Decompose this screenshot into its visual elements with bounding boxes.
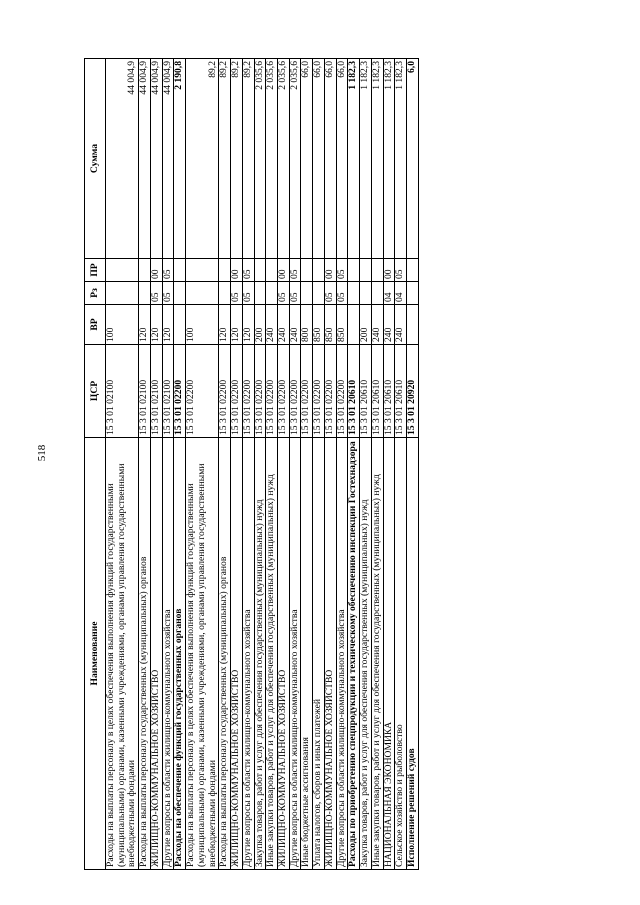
cell-csr: 15 3 01 02200 bbox=[242, 345, 254, 438]
cell-name: Другие вопросы в области жилищно-коммунального хозяйства bbox=[336, 438, 348, 870]
cell-vr: 100 bbox=[186, 305, 219, 345]
cell-sum: 44 004,9 bbox=[106, 59, 139, 259]
table-row bbox=[407, 59, 419, 870]
cell-csr: 15 3 01 20610 bbox=[395, 345, 407, 438]
table-row bbox=[219, 59, 231, 870]
cell-vr: 120 bbox=[231, 305, 243, 345]
cell-sum: 89,2 bbox=[242, 59, 254, 259]
cell-name: Другие вопросы в области жилищно-коммунального хозяйства bbox=[162, 438, 174, 870]
page-number: 518 bbox=[36, 444, 48, 462]
table-row bbox=[371, 59, 383, 870]
cell-csr: 15 3 01 02200 bbox=[301, 345, 313, 438]
cell-vr: 120 bbox=[242, 305, 254, 345]
cell-vr: 850 bbox=[313, 305, 325, 345]
cell-sum: 6,0 bbox=[407, 59, 419, 259]
table-row bbox=[278, 59, 290, 870]
cell-vr: 800 bbox=[301, 305, 313, 345]
rotated-page-content bbox=[84, 59, 559, 870]
cell-sum: 2 035,6 bbox=[289, 59, 301, 259]
cell-name: Расходы по приобретению спецпродукции и техническому обеспечению инспекции Гостехнадзора bbox=[348, 438, 360, 870]
cell-sum: 44 004,9 bbox=[139, 59, 151, 259]
cell-pr: 05 bbox=[289, 259, 301, 282]
cell-name: ЖИЛИЩНО-КОММУНАЛЬНОЕ ХОЗЯЙСТВО bbox=[324, 438, 336, 870]
cell-sum: 2 035,6 bbox=[278, 59, 290, 259]
header-name: Наименование bbox=[85, 438, 106, 870]
cell-vr: 240 bbox=[266, 305, 278, 345]
table-row bbox=[301, 59, 313, 870]
table-body bbox=[106, 59, 419, 870]
cell-rz: 05 bbox=[242, 282, 254, 305]
cell-sum: 1 182,3 bbox=[348, 59, 360, 259]
cell-sum: 1 182,3 bbox=[371, 59, 383, 259]
table-row bbox=[313, 59, 325, 870]
cell-rz bbox=[313, 282, 325, 305]
cell-name: Расходы на обеспечение функций государственных органов bbox=[174, 438, 186, 870]
cell-sum: 2 035,6 bbox=[254, 59, 266, 259]
cell-rz bbox=[371, 282, 383, 305]
table-row bbox=[324, 59, 336, 870]
cell-sum: 66,0 bbox=[336, 59, 348, 259]
cell-rz: 05 bbox=[231, 282, 243, 305]
table-row bbox=[162, 59, 174, 870]
table-row bbox=[360, 59, 372, 870]
cell-sum: 89,2 bbox=[231, 59, 243, 259]
cell-pr bbox=[186, 259, 219, 282]
table-header-row bbox=[85, 59, 106, 870]
cell-rz bbox=[266, 282, 278, 305]
cell-rz: 05 bbox=[336, 282, 348, 305]
table-row bbox=[266, 59, 278, 870]
cell-csr: 15 3 01 02200 bbox=[254, 345, 266, 438]
cell-rz bbox=[348, 282, 360, 305]
cell-csr: 15 3 01 02200 bbox=[324, 345, 336, 438]
cell-sum: 66,0 bbox=[324, 59, 336, 259]
cell-vr: 240 bbox=[278, 305, 290, 345]
cell-csr: 15 3 01 20610 bbox=[360, 345, 372, 438]
cell-vr: 100 bbox=[106, 305, 139, 345]
cell-vr: 120 bbox=[162, 305, 174, 345]
cell-name: Расходы на выплаты персоналу государственных (муниципальных) органов bbox=[219, 438, 231, 870]
cell-csr: 15 3 01 02200 bbox=[231, 345, 243, 438]
cell-rz bbox=[139, 282, 151, 305]
cell-vr: 120 bbox=[150, 305, 162, 345]
header-sum: Сумма bbox=[85, 59, 106, 259]
cell-vr: 240 bbox=[289, 305, 301, 345]
cell-sum: 44 004,9 bbox=[150, 59, 162, 259]
cell-rz: 05 bbox=[324, 282, 336, 305]
cell-name: Другие вопросы в области жилищно-коммунального хозяйства bbox=[242, 438, 254, 870]
cell-pr: 05 bbox=[242, 259, 254, 282]
cell-pr: 05 bbox=[336, 259, 348, 282]
cell-name: Исполнение решений судов bbox=[407, 438, 419, 870]
cell-pr bbox=[407, 259, 419, 282]
cell-rz: 05 bbox=[278, 282, 290, 305]
cell-csr: 15 3 01 20610 bbox=[383, 345, 395, 438]
cell-pr: 00 bbox=[278, 259, 290, 282]
cell-rz bbox=[219, 282, 231, 305]
cell-rz: 05 bbox=[162, 282, 174, 305]
table-row bbox=[289, 59, 301, 870]
cell-csr: 15 3 01 20610 bbox=[371, 345, 383, 438]
cell-pr bbox=[254, 259, 266, 282]
cell-pr bbox=[360, 259, 372, 282]
cell-pr bbox=[301, 259, 313, 282]
cell-name: ЖИЛИЩНО-КОММУНАЛЬНОЕ ХОЗЯЙСТВО bbox=[150, 438, 162, 870]
header-vr: ВР bbox=[85, 305, 106, 345]
cell-name: Закупка товаров, работ и услуг для обеспечения государственных (муниципальных) нужд bbox=[360, 438, 372, 870]
cell-csr: 15 3 01 20920 bbox=[407, 345, 419, 438]
cell-rz: 05 bbox=[150, 282, 162, 305]
table-row bbox=[186, 59, 219, 870]
table-row bbox=[231, 59, 243, 870]
cell-vr: 120 bbox=[139, 305, 151, 345]
cell-name: Иные закупки товаров, работ и услуг для обеспечения государственных (муниципальных) нужд bbox=[371, 438, 383, 870]
table-row bbox=[395, 59, 407, 870]
cell-sum: 66,0 bbox=[313, 59, 325, 259]
cell-rz bbox=[254, 282, 266, 305]
cell-vr: 200 bbox=[360, 305, 372, 345]
cell-pr: 05 bbox=[395, 259, 407, 282]
cell-csr: 15 3 01 02100 bbox=[106, 345, 139, 438]
table-row bbox=[254, 59, 266, 870]
cell-rz: 04 bbox=[383, 282, 395, 305]
cell-csr: 15 3 01 02200 bbox=[313, 345, 325, 438]
table-row bbox=[348, 59, 360, 870]
cell-sum: 89,2 bbox=[219, 59, 231, 259]
table-row bbox=[139, 59, 151, 870]
cell-sum: 44 004,9 bbox=[162, 59, 174, 259]
cell-name: Расходы на выплаты персоналу в целях обеспечения выполнения функций государственными (муниципальными) органами, казенными учреждениями, органами управления государственными внебюджетными фондами bbox=[106, 438, 139, 870]
cell-csr: 15 3 01 02100 bbox=[150, 345, 162, 438]
cell-pr bbox=[371, 259, 383, 282]
cell-sum: 1 182,3 bbox=[395, 59, 407, 259]
cell-pr: 05 bbox=[162, 259, 174, 282]
cell-sum: 2 035,6 bbox=[266, 59, 278, 259]
cell-sum: 89,2 bbox=[186, 59, 219, 259]
table-row bbox=[336, 59, 348, 870]
cell-sum: 2 190,8 bbox=[174, 59, 186, 259]
table-row bbox=[174, 59, 186, 870]
cell-name: НАЦИОНАЛЬНАЯ ЭКОНОМИКА bbox=[383, 438, 395, 870]
table-row bbox=[106, 59, 139, 870]
cell-pr bbox=[219, 259, 231, 282]
cell-vr bbox=[174, 305, 186, 345]
cell-name: Расходы на выплаты персоналу государственных (муниципальных) органов bbox=[139, 438, 151, 870]
cell-vr bbox=[348, 305, 360, 345]
cell-name: Сельское хозяйство и рыболовство bbox=[395, 438, 407, 870]
cell-name: ЖИЛИЩНО-КОММУНАЛЬНОЕ ХОЗЯЙСТВО bbox=[278, 438, 290, 870]
cell-pr bbox=[348, 259, 360, 282]
cell-name: Другие вопросы в области жилищно-коммунального хозяйства bbox=[289, 438, 301, 870]
cell-rz bbox=[174, 282, 186, 305]
cell-rz bbox=[106, 282, 139, 305]
budget-table bbox=[84, 58, 419, 870]
cell-rz bbox=[186, 282, 219, 305]
cell-vr: 850 bbox=[336, 305, 348, 345]
cell-csr: 15 3 01 02200 bbox=[278, 345, 290, 438]
cell-name: Иные бюджетные ассигнования bbox=[301, 438, 313, 870]
cell-pr: 00 bbox=[231, 259, 243, 282]
cell-pr: 00 bbox=[324, 259, 336, 282]
cell-name: ЖИЛИЩНО-КОММУНАЛЬНОЕ ХОЗЯЙСТВО bbox=[231, 438, 243, 870]
cell-pr: 00 bbox=[150, 259, 162, 282]
cell-rz: 04 bbox=[395, 282, 407, 305]
cell-csr: 15 3 01 20610 bbox=[348, 345, 360, 438]
cell-vr: 240 bbox=[395, 305, 407, 345]
cell-pr bbox=[106, 259, 139, 282]
cell-csr: 15 3 01 02200 bbox=[174, 345, 186, 438]
cell-rz bbox=[360, 282, 372, 305]
cell-vr: 120 bbox=[219, 305, 231, 345]
cell-pr bbox=[174, 259, 186, 282]
cell-rz bbox=[301, 282, 313, 305]
cell-sum: 1 182,3 bbox=[383, 59, 395, 259]
cell-csr: 15 3 01 02200 bbox=[336, 345, 348, 438]
cell-name: Закупка товаров, работ и услуг для обеспечения государственных (муниципальных) нужд bbox=[254, 438, 266, 870]
cell-vr bbox=[407, 305, 419, 345]
cell-vr: 240 bbox=[383, 305, 395, 345]
cell-sum: 1 182,3 bbox=[360, 59, 372, 259]
table-row bbox=[242, 59, 254, 870]
cell-name: Иные закупки товаров, работ и услуг для обеспечения государственных (муниципальных) нужд bbox=[266, 438, 278, 870]
cell-csr: 15 3 01 02200 bbox=[289, 345, 301, 438]
cell-name: Расходы на выплаты персоналу в целях обеспечения выполнения функций государственными (муниципальными) органами, казенными учреждениями, органами управления государственными внебюджетными фондами bbox=[186, 438, 219, 870]
cell-rz: 05 bbox=[289, 282, 301, 305]
cell-csr: 15 3 01 02100 bbox=[139, 345, 151, 438]
cell-name: Уплата налогов, сборов и иных платежей bbox=[313, 438, 325, 870]
cell-pr bbox=[266, 259, 278, 282]
cell-pr: 00 bbox=[383, 259, 395, 282]
header-pr: ПР bbox=[85, 259, 106, 282]
table-row bbox=[383, 59, 395, 870]
cell-sum: 66,0 bbox=[301, 59, 313, 259]
cell-vr: 200 bbox=[254, 305, 266, 345]
cell-vr: 850 bbox=[324, 305, 336, 345]
cell-vr: 240 bbox=[371, 305, 383, 345]
cell-pr bbox=[139, 259, 151, 282]
cell-csr: 15 3 01 02100 bbox=[162, 345, 174, 438]
cell-csr: 15 3 01 02200 bbox=[266, 345, 278, 438]
cell-csr: 15 3 01 02200 bbox=[219, 345, 231, 438]
cell-pr bbox=[313, 259, 325, 282]
cell-csr: 15 3 01 02200 bbox=[186, 345, 219, 438]
header-rz: Рз bbox=[85, 282, 106, 305]
cell-rz bbox=[407, 282, 419, 305]
table-row bbox=[150, 59, 162, 870]
header-csr: ЦСР bbox=[85, 345, 106, 438]
